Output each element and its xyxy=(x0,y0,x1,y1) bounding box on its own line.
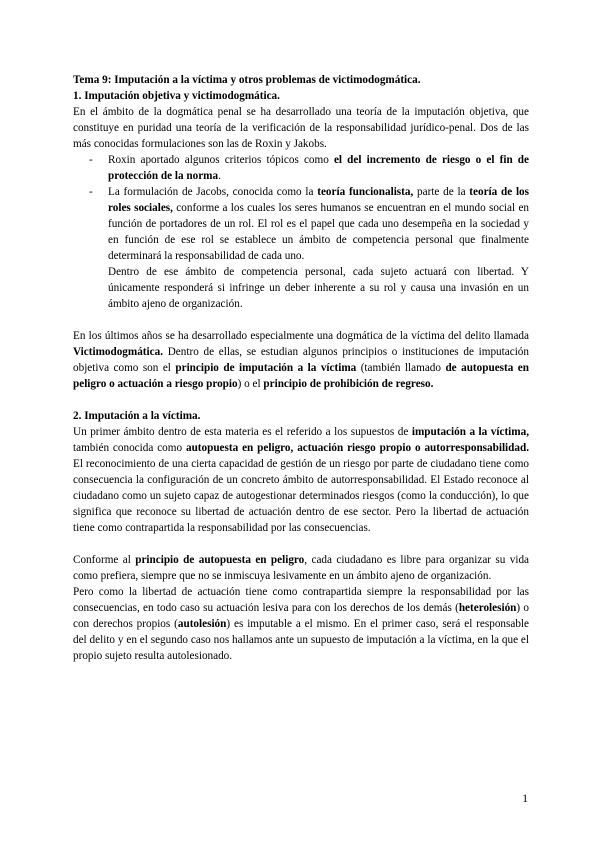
list-item-jakobs: - La formulación de Jacobs, conocida como la teoría funcionalista, parte de la teoría de los roles sociales, conforme a los cuales los seres humanos se encuentran en el mundo social en función de portadores de un rol. El rol es el papel que cada uno desempeña en la sociedad y en función de ese rol se establece un ámbito de competencia personal que finalmente determinará la responsabilidad de cada uno. xyxy=(73,184,529,264)
section-1-intro: En el ámbito de la dogmática penal se ha desarrollado una teoría de la imputación objetiva, que constituye en puridad una teoría de la verificación de la responsabilidad jurídico-penal. Dos de las más conocidas formulaciones son las de Roxin y Jakobs. xyxy=(73,106,529,150)
list-item-roxin: - Roxin aportado algunos criterios tópicos como el del incremento de riesgo o el fin de protección de la norma. xyxy=(73,152,529,184)
page-number: 1 xyxy=(522,793,528,805)
victimodogmatica-paragraph: En los últimos años se ha desarrollado especialmente una dogmática de la víctima del delito llamada Victimodogmática. Dentro de ellas, se estudian algunos principios o instituciones de imputación objetiva como son el principio de imputación a la víctima (también llamado de autopuesta en peligro o actuación a riesgo propio) o el principio de prohibición de regreso. xyxy=(73,330,529,390)
section-2-paragraph-1: Un primer ámbito dentro de esta materia es el referido a los supuestos de imputación a la víctima, también conocida como autopuesta en peligro, actuación riesgo propio o autorresponsabilidad. El reconocimiento de una cierta capacidad de gestión de un riesgo por parte de ciudadano tiene como consecuencia la configuración de un concreto ámbito de autorresponsabilidad. El Estado reconoce al ciudadano como un sujeto capaz de autogestionar determinados riesgos (como la conducción), lo que significa que reconoce su libertad de actuación dentro de ese sector. Pero la libertad de actuación tiene como contrapartida la responsabilidad por las consecuencias. xyxy=(73,426,529,534)
section-2-paragraph-2: Conforme al principio de autopuesta en peligro, cada ciudadano es libre para organizar su vida como prefiera, siempre que no se inmiscuya lesivamente en un ámbito ajeno de organización. xyxy=(73,554,530,582)
section-2-paragraph-3: Pero como la libertad de actuación tiene como contrapartida siempre la responsabilidad por las consecuencias, en todo caso su actuación lesiva para con los derechos de los demás (heterolesión) o con derechos propios (autolesión) es imputable a el mismo. En el primer caso, será el responsable del delito y en el segundo caso nos hallamos ante un supuesto de imputación a la víctima, en la que el propio sujeto resulta autolesionado. xyxy=(73,586,529,662)
section-2-title: 2. Imputación a la víctima. xyxy=(73,410,201,422)
authors-list xyxy=(73,152,529,264)
document-page xyxy=(73,72,529,664)
document-heading: Tema 9: Imputación a la víctima y otros problemas de victimodogmática. xyxy=(73,74,421,86)
section-1-title: 1. Imputación objetiva y victimodogmática. xyxy=(73,90,280,102)
list-item-continuation: Dentro de ese ámbito de competencia personal, cada sujeto actuará con libertad. Y únicamente responderá si infringe un deber inherente a su rol y causa una invasión en un ámbito ajeno de organización. xyxy=(108,266,529,310)
